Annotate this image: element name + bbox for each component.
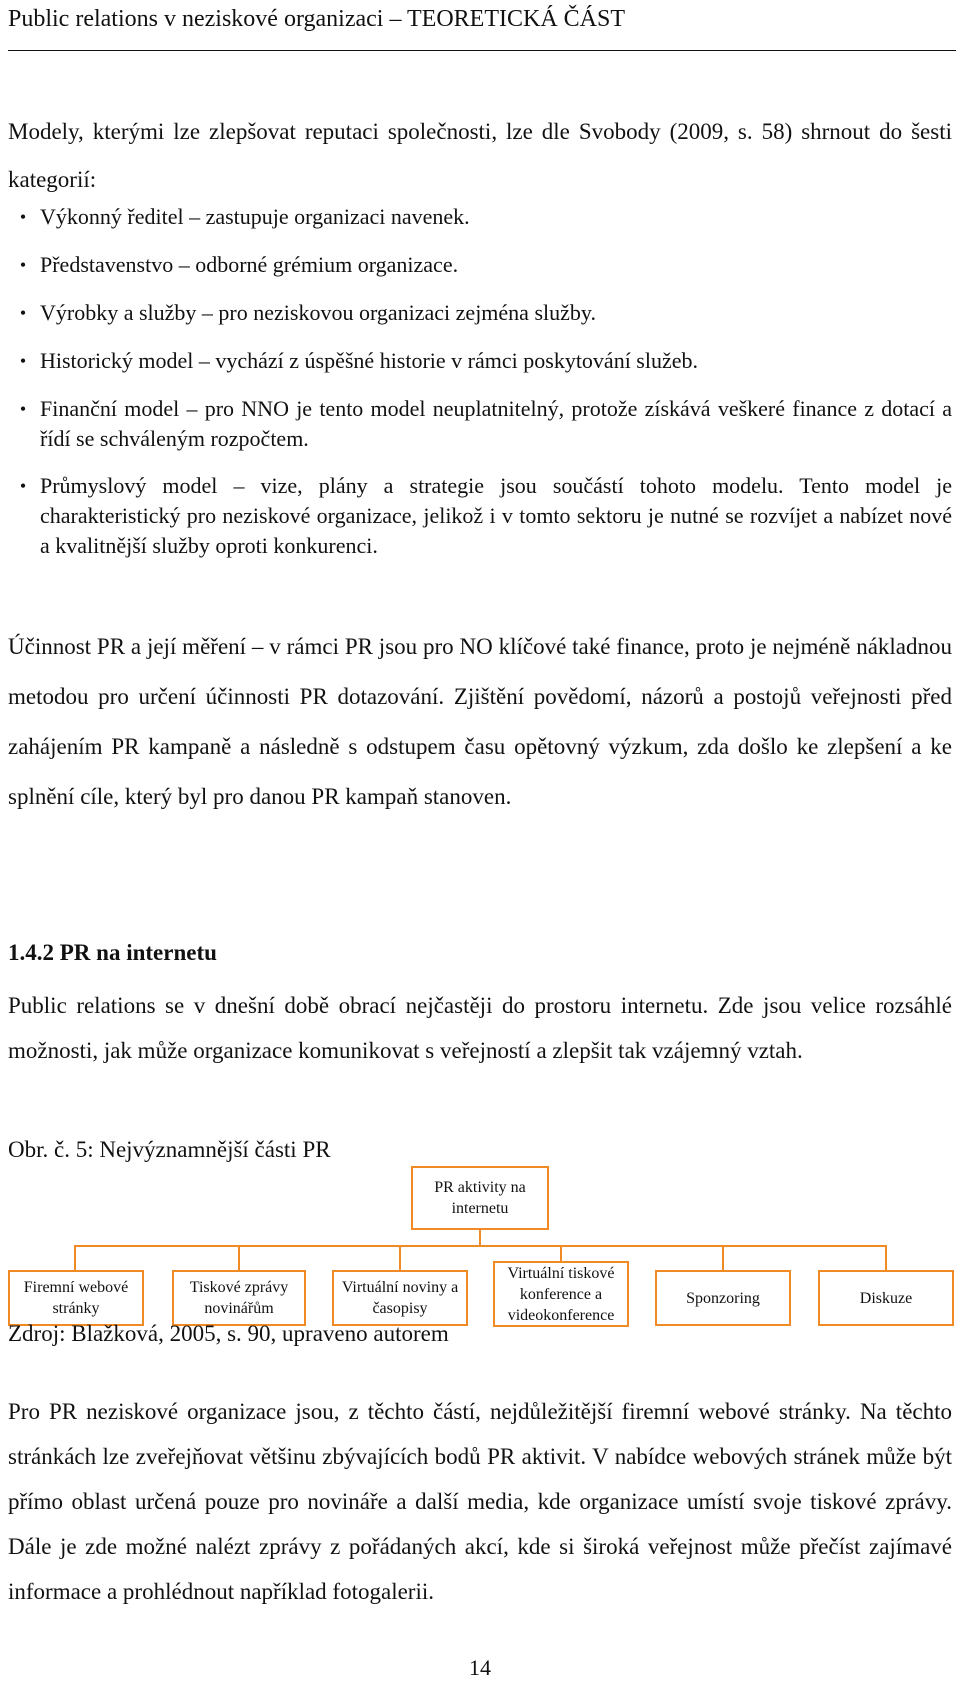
bullet-icon: • [19,207,27,227]
bullet-icon: • [19,476,27,496]
list-item-text: Výrobky a služby – pro neziskovou organizaci zejména služby. [40,300,596,325]
bullet-icon: • [19,351,27,371]
figure-source: Zdroj: Blažková, 2005, s. 90, upraveno autorem [8,1321,449,1346]
diagram-node-virtual-news: Virtuální noviny a časopisy [332,1270,468,1326]
figure-caption: Obr. č. 5: Nejvýznamnější části PR [8,1137,331,1162]
list-item-text: Představenstvo – odborné grémium organizace. [40,252,459,277]
list-item-text: Průmyslový model – vize, plány a strategie jsou součástí tohoto modelu. Tento model je charakteristický pro neziskové organizace, jelikož i v tomto sektoru je nutné se rozvíjet a nabízet nové a kvalitnější služby oproti konkurenci. [40,473,952,558]
diagram-node-press-releases: Tiskové zprávy novinářům [172,1270,306,1326]
connector-line [722,1245,724,1270]
connector-line [399,1245,401,1270]
final-paragraph: Pro PR neziskové organizace jsou, z těchto částí, nejdůležitější firemní webové stránky. Na těchto stránkách lze zveřejňovat většinu zbývajících bodů PR aktivit. V nabídce webových stránek může být přímo oblast určená pouze pro novináře a další media, kde organizace umístí svoje tiskové zprávy. Dále je zde možné nalézt zprávy z pořádaných akcí, kde si široká veřejnost může přečíst zajímavé informace a prohlédnout například fotogalerii. [8,1399,952,1604]
list-item [8,298,952,328]
list-item [8,250,952,280]
diagram-node-web: Firemní webové stránky [8,1270,144,1326]
connector-line [479,1230,481,1246]
intro-paragraph: Modely, kterými lze zlepšovat reputaci společnosti, lze dle Svobody (2009, s. 58) shrnout do šesti kategorií: [8,119,952,192]
connector-line [238,1245,240,1270]
bullet-icon: • [19,255,27,275]
list-item-text: Výkonný ředitel – zastupuje organizaci navenek. [40,204,470,229]
bullet-icon: • [19,399,27,419]
diagram-node-conferences: Virtuální tiskové konference a videokonference [493,1261,629,1327]
diagram-node-sponsoring: Sponzoring [655,1270,791,1326]
effectiveness-paragraph: Účinnost PR a její měření – v rámci PR jsou pro NO klíčové také finance, proto je nejméně nákladnou metodou pro určení účinnosti PR dotazování. Zjištění povědomí, názorů a postojů veřejnosti před zahájením PR kampaně a následně s odstupem času opětovný výzkum, zda došlo ke zlepšení a ke splnění cíle, který byl pro danou PR kampaň stanoven. [8,634,952,809]
list-item-text: Finanční model – pro NNO je tento model neuplatnitelný, protože získává veškeré finance z dotací a řídí se schváleným rozpočtem. [40,396,952,451]
connector-line [885,1245,887,1270]
diagram-node-discussion: Diskuze [818,1270,954,1326]
connector-line [74,1245,886,1247]
list-item [8,346,952,376]
section-paragraph: Public relations se v dnešní době obrací nejčastěji do prostoru internetu. Zde jsou velice rozsáhlé možnosti, jak může organizace komunikovat s veřejností a zlepšit tak vzájemný vztah. [8,993,952,1063]
list-item [8,471,952,561]
connector-line [560,1245,562,1261]
page-header [8,2,956,51]
list-item [8,202,952,232]
pr-diagram [0,1140,960,1324]
list-item [8,394,952,454]
list-item-text: Historický model – vychází z úspěšné historie v rámci poskytování služeb. [40,348,699,373]
connector-line [74,1245,76,1270]
diagram-root-node: PR aktivity na internetu [411,1166,549,1230]
section-heading: 1.4.2 PR na internetu [8,940,217,965]
page-number: 14 [469,1655,491,1680]
bullet-icon: • [19,303,27,323]
header-title: Public relations v neziskové organizaci – TEORETICKÁ ČÁST [8,6,626,32]
